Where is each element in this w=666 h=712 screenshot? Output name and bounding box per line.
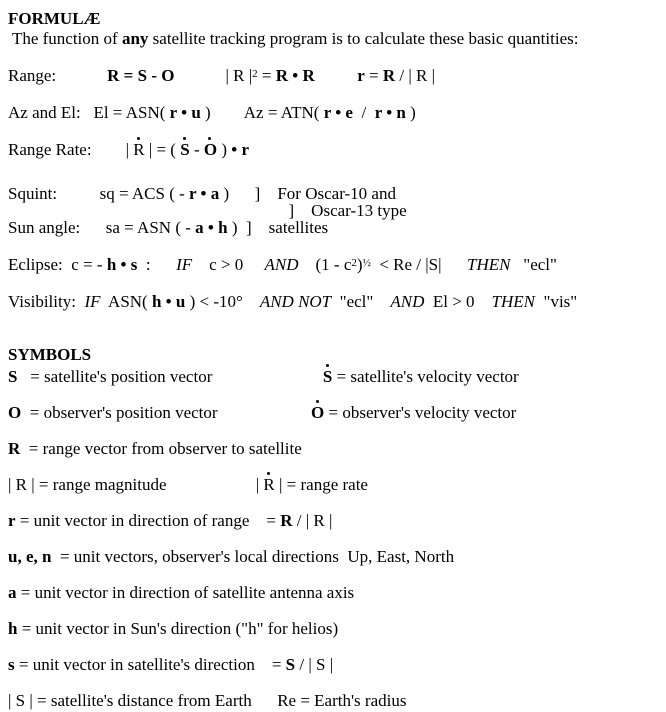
text-run: | <box>255 475 264 494</box>
text-run: = satellite's velocity vector <box>332 367 519 386</box>
text-run: | S | = satellite's distance from Earth <box>8 691 252 710</box>
text-run: AND <box>264 255 299 274</box>
text-run: THEN <box>491 292 536 311</box>
text-run: h <box>8 619 18 638</box>
text-run: | R | = range magnitude <box>8 475 167 494</box>
text-run: For Oscar-10 and <box>277 184 396 203</box>
text-run: R <box>382 66 396 85</box>
text-run: a <box>8 583 17 602</box>
symbol-row-o-vectors <box>8 402 662 423</box>
formula-line-az-el <box>8 103 662 123</box>
intro-line <box>8 29 662 49</box>
text-run: ) <box>405 103 416 122</box>
text-run: R <box>133 140 145 159</box>
text-run: - <box>189 140 204 159</box>
text-run: O <box>203 140 218 159</box>
text-run: Range: <box>8 66 57 85</box>
text-run: O <box>8 403 22 422</box>
symbol-row-r-unit <box>8 510 662 531</box>
formula-line-squint <box>8 185 662 202</box>
text-run: c > 0 <box>192 255 265 274</box>
text-run: / | R | <box>395 66 436 85</box>
text-run: (1 - c <box>298 255 352 274</box>
text-run: ) <box>200 103 211 122</box>
text-run: h • u <box>151 292 186 311</box>
text-run: IF <box>176 255 193 274</box>
text-run: ASN( <box>100 292 152 311</box>
text-run: : <box>137 255 177 274</box>
text-run: = unit vector in satellite's direction <box>14 655 255 674</box>
text-run: Az and El: <box>8 103 81 122</box>
text-run <box>252 218 269 237</box>
text-run: THEN <box>467 255 511 274</box>
text-run: = observer's position vector <box>21 403 218 422</box>
text-run: h • s <box>106 255 138 274</box>
text-run: "ecl" <box>510 255 557 274</box>
text-run <box>315 66 358 85</box>
text-run: r • n <box>374 103 406 122</box>
text-run <box>249 511 266 530</box>
text-run: = unit vectors, observer's local directions Up, East, North <box>51 547 455 566</box>
text-run <box>211 103 244 122</box>
text-run: | = range rate <box>274 475 368 494</box>
text-run: sa = ASN ( - <box>105 218 196 237</box>
text-run: IF <box>84 292 101 311</box>
text-run <box>252 691 278 710</box>
symbol-row-h-unit <box>8 618 662 639</box>
text-run: AND NOT <box>259 292 332 311</box>
text-run: | R | <box>225 66 253 85</box>
text-run: / | R | <box>292 511 333 530</box>
text-run: ] <box>245 218 252 237</box>
text-run <box>237 218 246 237</box>
symbol-row-s-magnitude <box>8 690 662 711</box>
text-run: R • R <box>275 66 315 85</box>
text-run: Visibility: <box>8 292 85 311</box>
text-run: < Re / |S| <box>370 255 468 274</box>
text-run: AND <box>390 292 425 311</box>
text-run: Re = Earth's radius <box>277 691 407 710</box>
text-run: r • u <box>169 103 201 122</box>
text-run <box>174 66 225 85</box>
text-run: satellite tracking program is to calculate these basic quantities: <box>148 29 579 48</box>
text-run: = <box>257 66 276 85</box>
formula-line-eclipse <box>8 255 662 275</box>
text-run <box>92 140 126 159</box>
text-run: ] <box>288 201 295 220</box>
text-run: = unit vector in Sun's direction ("h" for helios) <box>17 619 339 638</box>
symbols-section <box>8 345 662 711</box>
text-run: ) <box>219 184 230 203</box>
text-run: satellites <box>268 218 329 237</box>
formula-line-range <box>8 66 662 86</box>
text-run: / <box>352 103 375 122</box>
text-run: El > 0 <box>424 292 492 311</box>
symbol-row-r-vector <box>8 438 662 459</box>
symbol-row-a-unit <box>8 582 662 603</box>
text-run: = unit vector in direction of range <box>15 511 250 530</box>
formula-line-visibility <box>8 292 662 312</box>
text-run: ] <box>254 184 261 203</box>
text-run: "ecl" <box>331 292 391 311</box>
text-run: S <box>8 367 18 386</box>
text-run: Az = ATN( <box>243 103 324 122</box>
text-run: S <box>285 655 296 674</box>
text-run: Eclipse: c = - <box>8 255 107 274</box>
text-run: ) <box>356 255 363 274</box>
text-run: • r <box>231 140 250 159</box>
text-run: | <box>125 140 134 159</box>
symbols-title: SYMBOLS <box>8 345 92 364</box>
text-run: 2 <box>252 68 258 80</box>
symbol-row-s-unit <box>8 654 662 675</box>
text-run <box>56 66 107 85</box>
formulae-section <box>8 9 662 312</box>
text-run: R <box>8 439 21 458</box>
text-run: = <box>364 66 383 85</box>
symbol-row-r-magnitude <box>8 474 662 495</box>
text-run: R <box>263 475 275 494</box>
text-run: ) <box>227 218 238 237</box>
text-run: = <box>266 511 281 530</box>
text-run: The function of <box>8 29 122 48</box>
text-run: sq = ACS ( - <box>99 184 190 203</box>
text-run: = observer's velocity vector <box>324 403 517 422</box>
formula-line-bracket-middle <box>8 202 662 219</box>
text-run: R = S - O <box>107 66 175 85</box>
text-run: | = ( <box>144 140 181 159</box>
text-run: = unit vector in direction of satellite antenna axis <box>16 583 355 602</box>
text-run <box>255 655 272 674</box>
symbol-row-uen-units <box>8 546 662 567</box>
text-run: Squint: <box>8 184 58 203</box>
text-run: 2 <box>351 257 357 269</box>
formula-line-sun-angle <box>8 219 662 236</box>
text-run: s <box>8 655 15 674</box>
symbol-row-s-vectors <box>8 366 662 387</box>
text-run <box>167 475 256 494</box>
formulae-title: FORMULÆ <box>8 9 101 28</box>
text-run: = <box>271 655 286 674</box>
text-run: r • e <box>323 103 353 122</box>
text-run: u, e, n <box>8 547 52 566</box>
text-run: El = ASN( <box>93 103 170 122</box>
text-run: r <box>8 511 16 530</box>
text-run: / | S | <box>295 655 334 674</box>
text-run: ) < -10° <box>185 292 260 311</box>
text-run: Sun angle: <box>8 218 81 237</box>
text-run: = range vector from observer to satellite <box>20 439 302 458</box>
text-run: Range Rate: <box>8 140 92 159</box>
text-run: r • a <box>189 184 220 203</box>
text-run: Oscar-13 type <box>311 201 407 220</box>
text-run: "vis" <box>535 292 578 311</box>
text-run <box>218 403 312 422</box>
text-run <box>81 103 94 122</box>
formula-line-range-rate <box>8 140 662 160</box>
text-run: = satellite's position vector <box>17 367 213 386</box>
text-run: a • h <box>195 218 228 237</box>
text-run: r <box>357 66 365 85</box>
text-run: O <box>311 403 325 422</box>
text-run: any <box>121 29 149 48</box>
text-run: S <box>322 367 333 386</box>
text-run <box>212 367 323 386</box>
text-run: ) <box>217 140 232 159</box>
text-run: R <box>280 511 293 530</box>
text-run: ½ <box>362 257 371 269</box>
text-run <box>80 218 106 237</box>
text-run: S <box>180 140 190 159</box>
